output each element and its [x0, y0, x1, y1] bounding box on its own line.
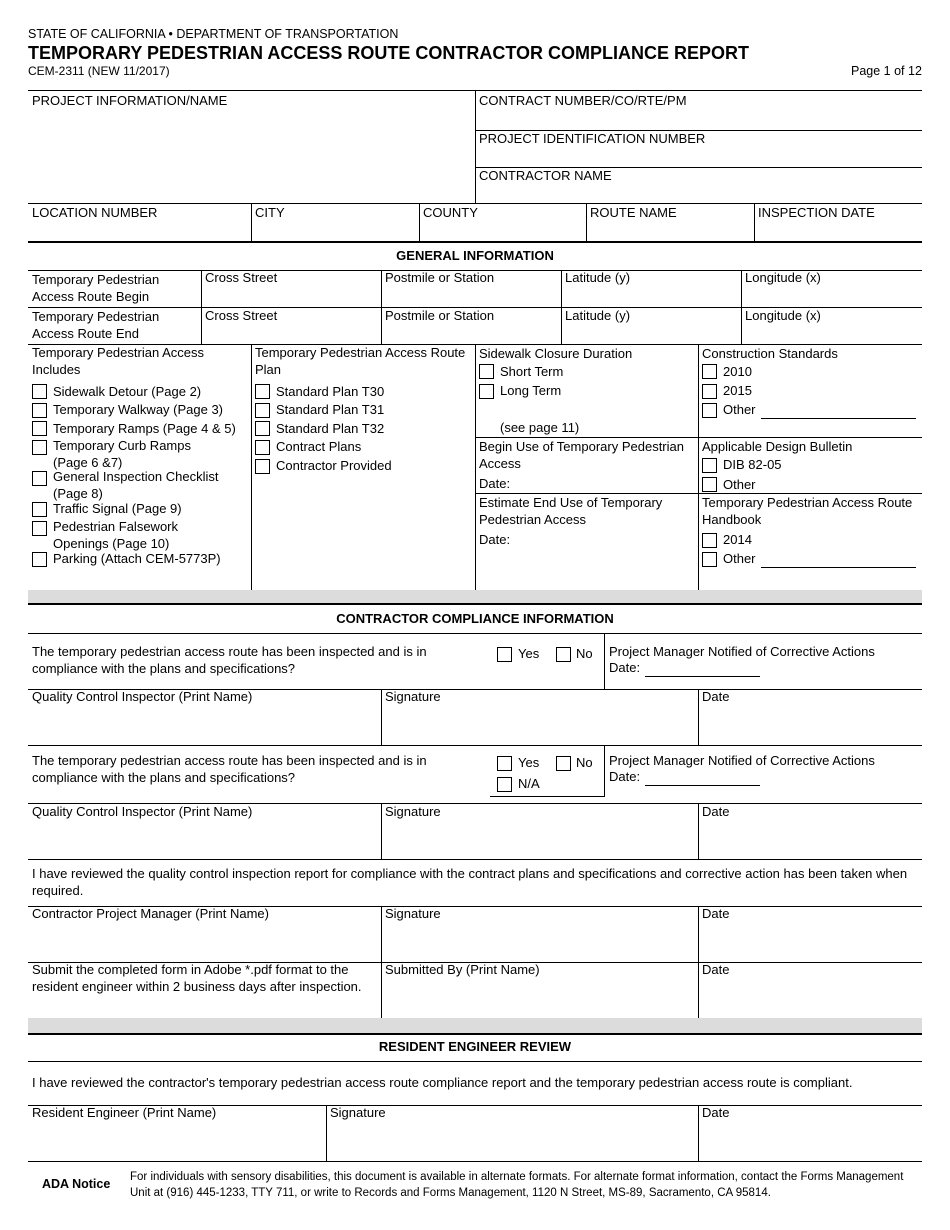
- standard-2010-checkbox[interactable]: [702, 364, 717, 379]
- begin-latitude-field[interactable]: Latitude (y): [565, 270, 631, 285]
- divider: [475, 344, 476, 590]
- q2-yes-checkbox[interactable]: [497, 756, 512, 771]
- agency-name: STATE OF CALIFORNIA • DEPARTMENT OF TRANSPORTATION: [28, 27, 399, 41]
- submitted-by-field[interactable]: Submitted By (Print Name): [385, 962, 540, 977]
- divider: [604, 745, 605, 796]
- pm-notified-label-1: Project Manager Notified of Corrective Actions: [609, 644, 875, 659]
- contract-plans-checkbox[interactable]: [255, 440, 270, 455]
- standard-other-input[interactable]: [761, 418, 916, 419]
- begin-use-label: Begin Use of Temporary Pedestrian Access: [479, 439, 684, 471]
- resident-engineer-heading: RESIDENT ENGINEER REVIEW: [378, 1039, 572, 1054]
- parking-checkbox[interactable]: [32, 552, 47, 567]
- traffic-signal-label: Traffic Signal (Page 9): [53, 501, 182, 516]
- dib-82-05-label: DIB 82-05: [723, 457, 782, 472]
- standard-plan-t30-checkbox[interactable]: [255, 384, 270, 399]
- divider: [698, 803, 699, 859]
- end-use-label: Estimate End Use of Temporary Pedestrian Access: [479, 495, 663, 527]
- standard-plan-t30-label: Standard Plan T30: [276, 384, 385, 399]
- pm-notified-date-input-1[interactable]: [645, 676, 760, 677]
- parking-label: Parking (Attach CEM-5773P): [53, 551, 221, 566]
- handbook-other-input[interactable]: [761, 567, 916, 568]
- standard-plan-t32-label: Standard Plan T32: [276, 421, 385, 436]
- submit-note: Submit the completed form in Adobe *.pdf format to the resident engineer within 2 business days after inspection.: [32, 962, 362, 994]
- divider: [251, 203, 252, 241]
- begin-cross-street-field[interactable]: Cross Street: [205, 270, 278, 285]
- county-field[interactable]: COUNTY: [423, 205, 478, 220]
- city-field[interactable]: CITY: [255, 205, 285, 220]
- qc-date-field-1[interactable]: Date: [702, 689, 730, 704]
- sidewalk-detour-label: Sidewalk Detour (Page 2): [53, 384, 202, 399]
- falsework-openings-checkbox[interactable]: [32, 521, 47, 536]
- long-term-label: Long Term: [500, 383, 562, 398]
- project-id-field[interactable]: PROJECT IDENTIFICATION NUMBER: [479, 131, 706, 146]
- review-statement: I have reviewed the quality control inspection report for compliance with the contract plans and specifications and corrective action has been taken when required.: [32, 866, 908, 898]
- location-number-field[interactable]: LOCATION NUMBER: [32, 205, 158, 220]
- divider: [490, 796, 605, 797]
- divider: [381, 803, 382, 859]
- divider: [28, 633, 922, 634]
- pm-notified-label-2: Project Manager Notified of Corrective Actions: [609, 753, 875, 768]
- divider: [754, 203, 755, 241]
- divider: [698, 1105, 699, 1161]
- q2-na-checkbox[interactable]: [497, 777, 512, 792]
- pm-signature-field[interactable]: Signature: [385, 906, 441, 921]
- falsework-openings-label: Pedestrian Falsework Openings (Page 10): [53, 519, 178, 551]
- divider: [28, 1161, 922, 1162]
- standard-plan-t31-label: Standard Plan T31: [276, 402, 385, 417]
- handbook-2014-label: 2014: [723, 532, 752, 547]
- temporary-walkway-label: Temporary Walkway (Page 3): [53, 402, 224, 417]
- standard-other-label: Other: [723, 402, 756, 417]
- end-latitude-field[interactable]: Latitude (y): [565, 308, 631, 323]
- contract-plans-label: Contract Plans: [276, 439, 362, 454]
- contractor-name-field[interactable]: CONTRACTOR NAME: [479, 168, 612, 183]
- end-longitude-field[interactable]: Longitude (x): [745, 308, 821, 323]
- qc-date-field-2[interactable]: Date: [702, 804, 730, 819]
- route-begin-label: Temporary Pedestrian Access Route Begin: [32, 272, 160, 304]
- divider: [475, 493, 922, 494]
- resident-engineer-field[interactable]: Resident Engineer (Print Name): [32, 1105, 217, 1120]
- general-inspection-label: General Inspection Checklist (Page 8): [53, 469, 219, 501]
- design-bulletin-title: Applicable Design Bulletin: [702, 439, 853, 454]
- q2-na-label: N/A: [518, 776, 540, 791]
- standard-plan-t31-checkbox[interactable]: [255, 403, 270, 418]
- ada-notice-label: ADA Notice: [42, 1177, 111, 1191]
- page-number: Page 1 of 12: [851, 64, 922, 78]
- route-end-label: Temporary Pedestrian Access Route End: [32, 309, 160, 341]
- project-info-field[interactable]: PROJECT INFORMATION/NAME: [32, 93, 228, 108]
- section-separator: [28, 1018, 922, 1033]
- long-term-checkbox[interactable]: [479, 384, 494, 399]
- divider: [28, 203, 922, 204]
- divider: [475, 90, 476, 203]
- pm-notified-date-2: Date:: [609, 769, 641, 784]
- construction-standards-title: Construction Standards: [702, 346, 838, 361]
- closure-duration-title: Sidewalk Closure Duration: [479, 346, 633, 361]
- handbook-2014-checkbox[interactable]: [702, 533, 717, 548]
- q2-no-label: No: [576, 755, 593, 770]
- q1-yes-checkbox[interactable]: [497, 647, 512, 662]
- end-postmile-field[interactable]: Postmile or Station: [385, 308, 495, 323]
- temporary-curb-ramps-label: Temporary Curb Ramps (Page 6 &7): [53, 438, 191, 470]
- short-term-label: Short Term: [500, 364, 564, 379]
- divider: [28, 1033, 922, 1035]
- sidewalk-detour-checkbox[interactable]: [32, 384, 47, 399]
- divider: [28, 1061, 922, 1062]
- standard-other-checkbox[interactable]: [702, 403, 717, 418]
- general-information-heading: GENERAL INFORMATION: [396, 248, 554, 263]
- resident-statement: I have reviewed the contractor's temporary pedestrian access route compliance report and the temporary pedestrian access route is compliant.: [32, 1075, 853, 1090]
- q2-yes-label: Yes: [518, 755, 540, 770]
- q1-no-label: No: [576, 646, 593, 661]
- standard-2015-checkbox[interactable]: [702, 384, 717, 399]
- divider: [475, 437, 922, 438]
- divider: [381, 689, 382, 745]
- handbook-other-label: Other: [723, 551, 756, 566]
- standard-2010-label: 2010: [723, 364, 752, 379]
- form-number: CEM-2311 (NEW 11/2017): [28, 64, 170, 78]
- temporary-ramps-checkbox[interactable]: [32, 421, 47, 436]
- end-cross-street-field[interactable]: Cross Street: [205, 308, 278, 323]
- contractor-provided-checkbox[interactable]: [255, 459, 270, 474]
- temporary-walkway-checkbox[interactable]: [32, 403, 47, 418]
- general-inspection-checkbox[interactable]: [32, 471, 47, 486]
- begin-longitude-field[interactable]: Longitude (x): [745, 270, 821, 285]
- compliance-question-1: The temporary pedestrian access route has been inspected and is in compliance with the plans and specifications?: [32, 644, 427, 676]
- divider: [28, 745, 922, 746]
- divider: [326, 1105, 327, 1161]
- divider: [698, 689, 699, 745]
- pm-notified-date-input-2[interactable]: [645, 785, 760, 786]
- divider: [586, 203, 587, 241]
- handbook-title: Temporary Pedestrian Access Route Handbook: [702, 495, 913, 527]
- pm-date-field[interactable]: Date: [702, 906, 730, 921]
- route-name-field[interactable]: ROUTE NAME: [590, 205, 677, 220]
- divider: [251, 344, 252, 590]
- compliance-heading: CONTRACTOR COMPLIANCE INFORMATION: [336, 611, 614, 626]
- temporary-curb-ramps-checkbox[interactable]: [32, 440, 47, 455]
- end-use-date-field[interactable]: Date:: [479, 532, 511, 547]
- begin-use-date-field[interactable]: Date:: [479, 476, 511, 491]
- divider: [28, 859, 922, 860]
- short-term-checkbox[interactable]: [479, 364, 494, 379]
- contractor-provided-label: Contractor Provided: [276, 458, 392, 473]
- divider: [604, 633, 605, 689]
- contract-number-field[interactable]: CONTRACT NUMBER/CO/RTE/PM: [479, 93, 687, 108]
- q1-no-checkbox[interactable]: [556, 647, 571, 662]
- form-title: TEMPORARY PEDESTRIAN ACCESS ROUTE CONTRACTOR COMPLIANCE REPORT: [28, 43, 750, 63]
- standard-plan-t32-checkbox[interactable]: [255, 421, 270, 436]
- divider: [698, 344, 699, 590]
- compliance-question-2: The temporary pedestrian access route has been inspected and is in compliance with the plans and specifications?: [32, 753, 427, 785]
- includes-title: Temporary Pedestrian Access Includes: [32, 345, 204, 377]
- divider: [28, 603, 922, 605]
- dib-82-05-checkbox[interactable]: [702, 458, 717, 473]
- ada-notice-text: For individuals with sensory disabilities, this document is available in alternate formats. For alternate format information, contact the Forms Management Unit at (916) 445-1233, TTY 711, or write to Records and Forms Management, 1120 N Street, MS-89, Sacramento, CA 95814.: [130, 1171, 904, 1199]
- closure-note: (see page 11): [500, 420, 580, 435]
- temporary-ramps-label: Temporary Ramps (Page 4 & 5): [53, 421, 236, 436]
- contractor-pm-field[interactable]: Contractor Project Manager (Print Name): [32, 906, 269, 921]
- divider: [419, 203, 420, 241]
- section-separator: [28, 590, 922, 603]
- divider: [28, 241, 922, 243]
- pm-notified-date-1: Date:: [609, 660, 641, 675]
- q1-yes-label: Yes: [518, 646, 540, 661]
- bulletin-other-label: Other: [723, 477, 756, 492]
- bulletin-other-checkbox[interactable]: [702, 477, 717, 492]
- handbook-other-checkbox[interactable]: [702, 552, 717, 567]
- begin-postmile-field[interactable]: Postmile or Station: [385, 270, 495, 285]
- traffic-signal-checkbox[interactable]: [32, 502, 47, 517]
- qc-inspector-field-2[interactable]: Quality Control Inspector (Print Name): [32, 804, 253, 819]
- inspection-date-field[interactable]: INSPECTION DATE: [758, 205, 875, 220]
- route-plan-title: Temporary Pedestrian Access Route Plan: [255, 345, 466, 377]
- resident-signature-field[interactable]: Signature: [330, 1105, 386, 1120]
- qc-signature-field-2[interactable]: Signature: [385, 804, 441, 819]
- submitted-date-field[interactable]: Date: [702, 962, 730, 977]
- standard-2015-label: 2015: [723, 383, 752, 398]
- qc-signature-field-1[interactable]: Signature: [385, 689, 441, 704]
- resident-date-field[interactable]: Date: [702, 1105, 730, 1120]
- q2-no-checkbox[interactable]: [556, 756, 571, 771]
- qc-inspector-field-1[interactable]: Quality Control Inspector (Print Name): [32, 689, 253, 704]
